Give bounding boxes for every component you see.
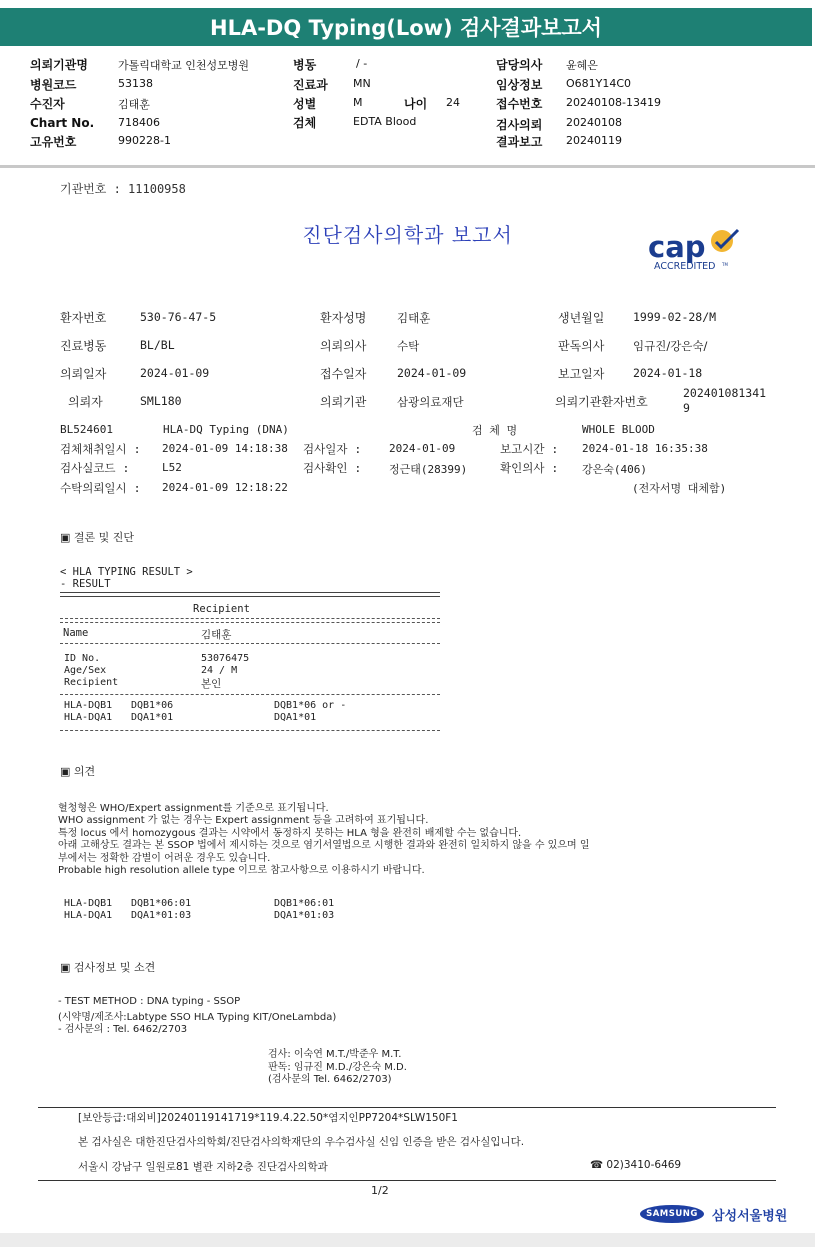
header-label: 수진자 (30, 97, 65, 111)
section-heading-conclusion: ▣ 결론 및 진단 (60, 531, 135, 544)
header-value: 53138 (118, 77, 153, 90)
info-value: SML180 (140, 394, 182, 408)
info-label: 의뢰자 (68, 395, 103, 409)
typing-allele2: DQA1*01 (274, 712, 317, 723)
cap-logo-tm: TM (722, 262, 728, 267)
info-label: 보고일자 (558, 367, 605, 381)
agesex-value: 24 / M (201, 665, 238, 676)
test-info-line: - 검사문의 : Tel. 6462/2703 (58, 1024, 188, 1035)
typing-locus: HLA-DQB1 (64, 700, 113, 711)
header-value: 718406 (118, 116, 160, 129)
info-label: 의뢰기관 (320, 395, 367, 409)
info-label: 의뢰의사 (320, 339, 367, 353)
hires-allele1: DQA1*01:03 (131, 910, 192, 921)
header-label: Chart No. (30, 116, 95, 130)
section-heading-opinion: ▣ 의견 (60, 765, 96, 778)
name-label: Name (63, 627, 89, 639)
signer-line: 검사: 이숙연 M.T./박준우 M.T. (268, 1049, 402, 1060)
report-title: 진단검사의학과 보고서 (302, 223, 513, 247)
header-label: 성별 (293, 97, 317, 111)
header-value: MN (353, 77, 371, 90)
specimen-value: L52 (162, 461, 182, 474)
hires-allele1: DQB1*06:01 (131, 898, 192, 909)
header-value: 20240108 (566, 116, 622, 129)
hires-locus: HLA-DQB1 (64, 898, 113, 909)
specimen-label: 보고시간 : (500, 442, 559, 456)
opinion-line: 특정 locus 에서 homozygous 결과는 시약에서 동정하지 못하는 HLA 형을 완전히 배제할 수는 없습니다. (58, 828, 522, 839)
page-bottom-bar (0, 1233, 815, 1247)
header-value: EDTA Blood (353, 115, 417, 128)
info-value: 삼광의료재단 (397, 395, 464, 409)
table-rule (60, 643, 440, 644)
specimen-label: 검체채취일시 : (60, 442, 141, 456)
recipient-header: Recipient (193, 603, 250, 615)
header-label: 접수번호 (496, 97, 543, 111)
header-label: 의뢰기관명 (30, 58, 88, 72)
info-label: 진료병동 (60, 339, 107, 353)
info-value: 9 (683, 401, 690, 415)
info-label: 환자성명 (320, 311, 367, 325)
table-rule (60, 694, 440, 695)
id-label: ID No. (64, 653, 101, 664)
header-value: / - (356, 57, 368, 70)
opinion-line: WHO assignment 가 없는 경우는 Expert assignment 등을 고려하여 표기됩니다. (58, 815, 429, 826)
header-label: 병원코드 (30, 78, 77, 92)
security-line: [보안등급:대외비]20240119141719*119.4.22.50*염지인PP7204*SLW150F1 (78, 1112, 458, 1124)
lab-address: 서울시 강남구 일원로81 별관 지하2층 진단검사의학과 (78, 1161, 328, 1173)
age-label: 나이 (404, 97, 428, 111)
signer-line: (검사문의 Tel. 6462/2703) (268, 1074, 392, 1085)
header-value: O681Y14C0 (566, 77, 632, 90)
lab-phone: ☎ 02)3410-6469 (590, 1159, 682, 1171)
header-value: 가톨릭대학교 인천성모병원 (118, 59, 250, 72)
specimen-value: 강은숙(406) (582, 463, 647, 476)
specimen-value: WHOLE BLOOD (582, 423, 655, 436)
opinion-line: Probable high resolution allele type 이므로 참고사항으로 이용하시기 바랍니다. (58, 865, 425, 876)
cap-logo-text: cap (648, 230, 706, 264)
samsung-hospital-name: 삼성서울병원 (712, 1209, 788, 1224)
recipient-label: Recipient (64, 677, 119, 688)
header-divider (0, 165, 815, 168)
institution-number: 기관번호 : 11100958 (60, 182, 186, 196)
specimen-label: 검사실코드 : (60, 461, 130, 475)
header-label: 임상정보 (496, 78, 543, 92)
table-rule (60, 730, 440, 731)
info-value: 김태훈 (397, 311, 431, 325)
specimen-code: BL524601 (60, 423, 113, 436)
header-label: 검사의뢰 (496, 118, 543, 132)
specimen-value: 2024-01-09 14:18:38 (162, 442, 288, 455)
typing-locus: HLA-DQA1 (64, 712, 113, 723)
table-rule (60, 618, 440, 619)
footer-divider (38, 1180, 776, 1181)
result-subtitle: - RESULT (60, 578, 111, 590)
info-value: 1999-02-28/M (633, 310, 717, 324)
specimen-value: 2024-01-09 12:18:22 (162, 481, 288, 494)
id-value: 53076475 (201, 653, 250, 664)
report-title-bar (0, 8, 812, 46)
recipient-value: 본인 (201, 678, 222, 690)
info-value: BL/BL (140, 338, 175, 352)
typing-allele1: DQA1*01 (131, 712, 174, 723)
table-rule (60, 592, 440, 597)
table-rule (60, 622, 440, 623)
info-label: 의뢰일자 (60, 367, 107, 381)
hires-allele2: DQB1*06:01 (274, 898, 335, 909)
header-value: 김태훈 (118, 98, 150, 111)
specimen-label: 확인의사 : (500, 461, 559, 475)
info-value: 2024-01-09 (140, 366, 210, 380)
opinion-line: 혈청형은 WHO/Expert assignment를 기준으로 표기됩니다. (58, 803, 329, 814)
header-label: 진료과 (293, 78, 328, 92)
specimen-label: 검사확인 : (303, 461, 362, 475)
name-value: 김태훈 (201, 629, 232, 641)
info-value: 임규진/강은숙/ (633, 339, 708, 353)
age-value: 24 (446, 96, 460, 109)
samsung-hospital-logo (640, 1203, 788, 1225)
header-value: M (353, 96, 363, 109)
samsung-oval-logo: SAMSUNG (640, 1205, 704, 1223)
specimen-value: 2024-01-18 16:35:38 (582, 442, 708, 455)
typing-allele1: DQB1*06 (131, 700, 174, 711)
header-label: 병동 (293, 58, 317, 72)
header-label: 담당의사 (496, 58, 543, 72)
cap-logo-sub: ACCREDITED (654, 261, 716, 272)
opinion-line: 부에서는 정확한 감별이 어려운 경우도 있습니다. (58, 853, 271, 864)
agesex-label: Age/Sex (64, 665, 107, 676)
header-label: 고유번호 (30, 135, 77, 149)
info-label: 판독의사 (558, 339, 605, 353)
page-number: 1/2 (371, 1184, 389, 1197)
header-value: 20240108-13419 (566, 96, 661, 109)
info-value: 202401081341 (683, 386, 767, 400)
section-heading-test-info: ▣ 검사정보 및 소견 (60, 961, 156, 974)
test-info-line: - TEST METHOD : DNA typing - SSOP (58, 996, 241, 1007)
specimen-value: 2024-01-09 (389, 442, 456, 455)
footer-divider (38, 1107, 776, 1108)
info-value: 2024-01-18 (633, 366, 703, 380)
hires-allele2: DQA1*01:03 (274, 910, 335, 921)
info-value: 2024-01-09 (397, 366, 467, 380)
test-name: HLA-DQ Typing (DNA) (163, 423, 289, 436)
report-header-title: HLA-DQ Typing(Low) 검사결과보고서 (210, 16, 602, 40)
info-label: 의뢰기관환자번호 (555, 395, 648, 409)
header-value: 20240119 (566, 134, 622, 147)
specimen-value: 정근태(28399) (389, 463, 468, 476)
specimen-label: 검사일자 : (303, 442, 362, 456)
info-value: 수탁 (397, 339, 420, 353)
hires-locus: HLA-DQA1 (64, 910, 113, 921)
specimen-label: 검 체 명 (472, 424, 518, 437)
e-signature-note: (전자서명 대체함) (632, 482, 727, 495)
opinion-line: 아래 고해상도 결과는 본 SSOP 법에서 제시하는 것으로 염기서열법으로 시행한 결과와 완전히 일치하지 않을 수 있으며 일 (58, 840, 590, 851)
header-value: 990228-1 (118, 134, 171, 147)
header-label: 검체 (293, 116, 317, 130)
cap-accredited-logo (646, 226, 756, 276)
info-label: 환자번호 (60, 311, 107, 325)
typing-allele2: DQB1*06 or - (274, 700, 347, 711)
info-value: 530-76-47-5 (140, 310, 217, 324)
certification-note: 본 검사실은 대한진단검사의학회/진단검사의학재단의 우수검사실 신임 인증을 받은 검사실입니다. (78, 1136, 525, 1148)
result-title: < HLA TYPING RESULT > (60, 566, 193, 578)
header-label: 결과보고 (496, 135, 543, 149)
specimen-label: 수탁의뢰일시 : (60, 481, 141, 495)
info-label: 접수일자 (320, 367, 367, 381)
info-label: 생년월일 (558, 311, 605, 325)
header-value: 윤혜은 (566, 59, 598, 72)
test-info-line: (시약명/제조사:Labtype SSO HLA Typing KIT/OneLambda) (58, 1012, 337, 1023)
signer-line: 판독: 임규진 M.D./강은숙 M.D. (268, 1062, 407, 1073)
